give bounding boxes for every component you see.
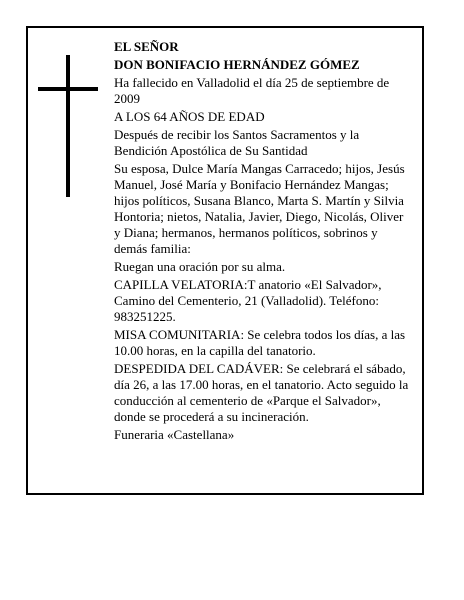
cross-vertical-bar xyxy=(66,55,70,197)
family-list: Su esposa, Dulce María Mangas Carracedo; hijos, Jesús Manuel, José María y Bonifacio Hernández Mangas; hijos políticos, Susana Blanco, Marta S. Martín y Silvia Hontoria; nietos, Natalia, Javier, Diego, Nicolás, Oliver y Diana; hermanos, hermanos políticos, sobrinos y demás familia: xyxy=(114,161,405,256)
farewell-info: DESPEDIDA DEL CADÁVER: Se celebrará el sábado, día 26, a las 17.00 horas, en el tanatorio. Acto seguido la conducción al cementerio de «Parque el Salvador», donde se procederá a su incineración. xyxy=(114,361,409,424)
chapel-info: CAPILLA VELATORIA:T anatorio «El Salvador», Camino del Cementerio, 21 (Valladolid). Teléfono: 983251225. xyxy=(114,277,382,324)
prayer-request: Ruegan una oración por su alma. xyxy=(114,259,286,274)
mass-info: MISA COMUNITARIA: Se celebra todos los días, a las 10.00 horas, en la capilla del tanatorio. xyxy=(114,327,406,358)
cross-horizontal-bar xyxy=(38,87,98,91)
death-statement: Ha fallecido en Valladolid el día 25 de septiembre de 2009 xyxy=(114,75,390,106)
funeral-home: Funeraria «Castellana» xyxy=(114,427,235,442)
sacraments-statement: Después de recibir los Santos Sacramentos y la Bendición Apostólica de Su Santidad xyxy=(114,127,360,158)
age-statement: A LOS 64 AÑOS DE EDAD xyxy=(114,109,265,124)
obituary-text xyxy=(114,39,412,445)
title-line: EL SEÑOR xyxy=(114,39,179,54)
deceased-name: DON BONIFACIO HERNÁNDEZ GÓMEZ xyxy=(114,57,360,72)
